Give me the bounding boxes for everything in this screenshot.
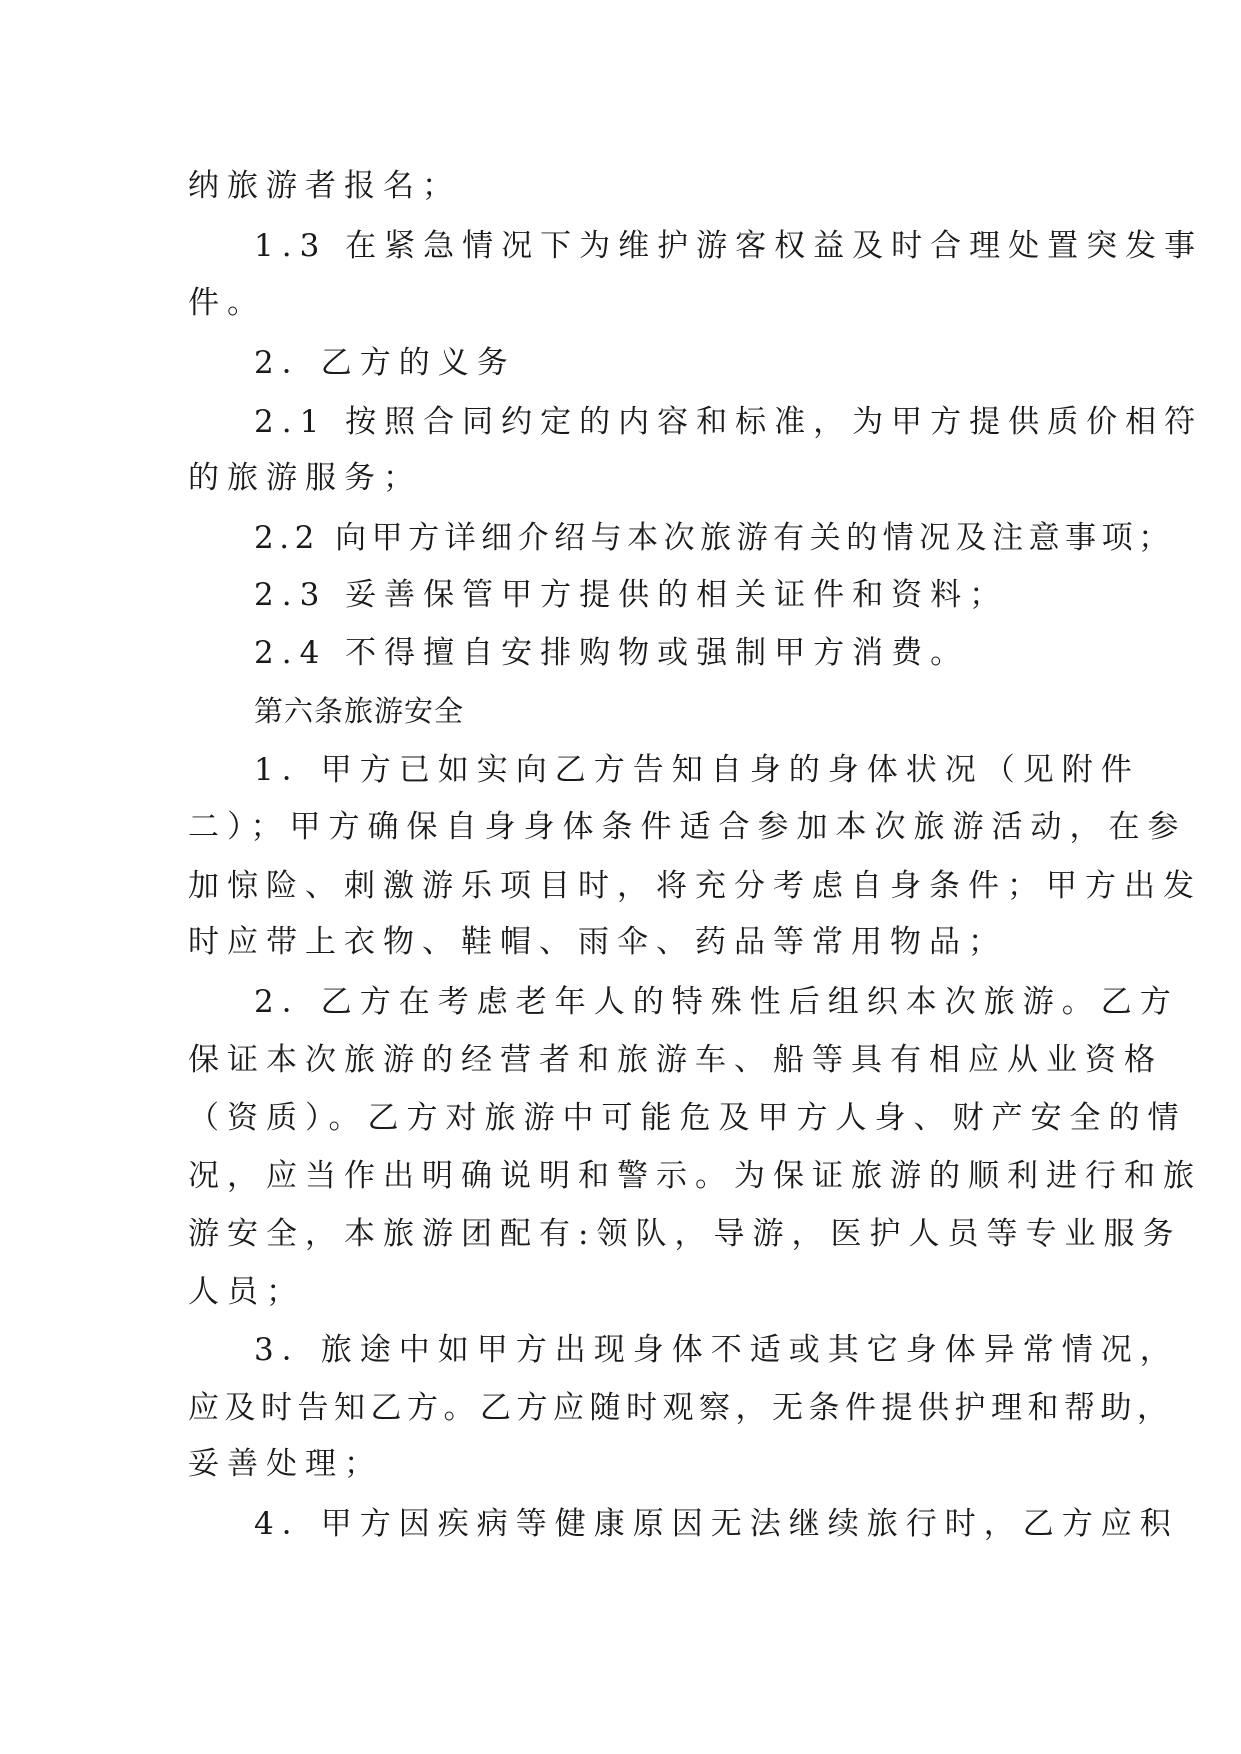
text-line: 况，应当作出明确说明和警示。为保证旅游的顺利进行和旅 [188, 1158, 1202, 1194]
text-line: 纳旅游者报名； [188, 168, 461, 204]
clause-1-3: 1.3 在紧急情况下为维护游客权益及时合理处置突发事 [254, 228, 1204, 264]
clause-2-3: 2.3 妥善保管甲方提供的相关证件和资料； [254, 577, 1009, 613]
text-line: 人员； [188, 1274, 305, 1310]
clause-2-1: 2.1 按照合同约定的内容和标准，为甲方提供质价相符 [254, 404, 1204, 440]
text-line: 加惊险、刺激游乐项目时，将充分考虑自身条件；甲方出发 [188, 868, 1202, 904]
text-line: 应及时告知乙方。乙方应随时观察，无条件提供护理和帮助， [188, 1390, 1174, 1426]
text-line: 时应带上衣物、鞋帽、雨伞、药品等常用物品； [188, 924, 1007, 960]
text-line: 妥善处理； [188, 1446, 383, 1482]
text-line: 件。 [188, 285, 266, 321]
clause-safety-3: 3．旅途中如甲方出现身体不适或其它身体异常情况， [254, 1332, 1179, 1368]
clause-2-2: 2.2 向甲方详细介绍与本次旅游有关的情况及注意事项； [254, 520, 1175, 556]
text-line: （资质）。乙方对旅游中可能危及甲方人身、财产安全的情 [188, 1100, 1187, 1136]
text-line: 的旅游服务； [188, 460, 422, 496]
text-line: 游安全，本旅游团配有:领队，导游，医护人员等专业服务 [188, 1216, 1182, 1252]
clause-safety-2: 2．乙方在考虑老年人的特殊性后组织本次旅游。乙方 [254, 984, 1179, 1020]
text-line: 保证本次旅游的经营者和旅游车、船等具有相应从业资格 [188, 1042, 1163, 1078]
clause-safety-1: 1．甲方已如实向乙方告知自身的身体状况（见附件 [254, 752, 1140, 788]
section-heading-party-b-obligations: 2．乙方的义务 [254, 345, 516, 381]
text-line: 二）；甲方确保自身身体条件适合参加本次旅游活动，在参 [188, 809, 1187, 845]
clause-safety-4: 4．甲方因疾病等健康原因无法继续旅行时，乙方应积 [254, 1506, 1179, 1542]
article-heading-travel-safety: 第六条旅游安全 [254, 694, 465, 728]
clause-2-4: 2.4 不得擅自安排购物或强制甲方消费。 [254, 635, 970, 671]
